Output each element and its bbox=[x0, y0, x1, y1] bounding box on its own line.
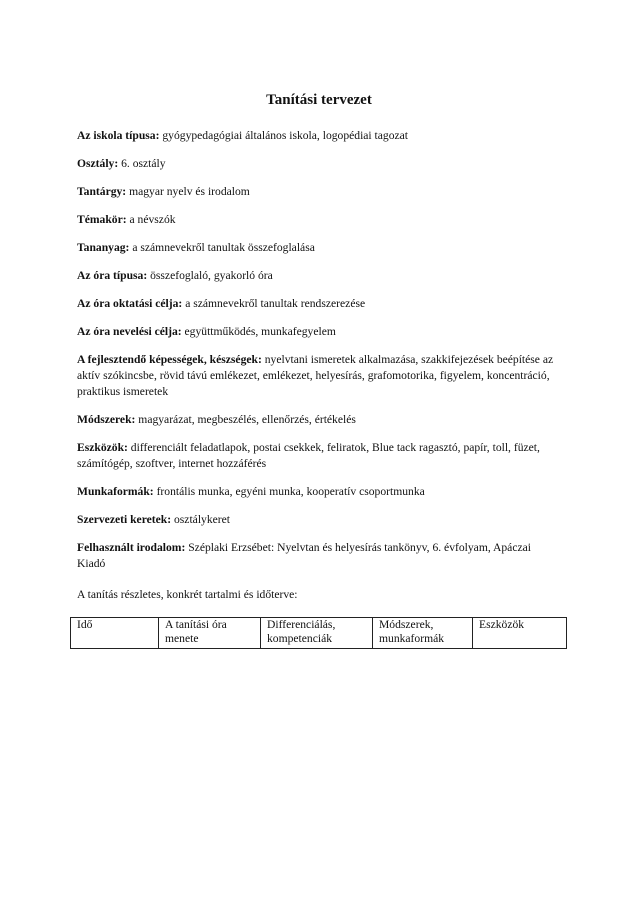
document-title: Tanítási tervezet bbox=[266, 92, 372, 108]
field-label: Az óra típusa: bbox=[77, 269, 148, 282]
field-value: 6. osztály bbox=[121, 157, 166, 170]
field-value: magyar nyelv és irodalom bbox=[129, 185, 250, 198]
field-value: frontális munka, egyéni munka, kooperatív csoportmunka bbox=[156, 485, 425, 498]
document-body bbox=[77, 128, 559, 602]
field-oktatasi-cel bbox=[77, 296, 559, 312]
field-label: Módszerek: bbox=[77, 413, 136, 426]
field-label: Szervezeti keretek: bbox=[77, 513, 172, 526]
table-header-row bbox=[71, 618, 567, 649]
field-label: Az óra nevelési célja: bbox=[77, 325, 182, 338]
field-value: a számnevekről tanultak rendszerezése bbox=[185, 297, 366, 310]
field-munkaformak bbox=[77, 484, 559, 500]
field-value: gyógypedagógiai általános iskola, logopédiai tagozat bbox=[162, 129, 409, 142]
field-value: együttműködés, munkafegyelem bbox=[184, 325, 336, 338]
header-ido: Idő bbox=[71, 618, 159, 649]
field-value: a névszók bbox=[129, 213, 176, 226]
header-ora-menete: A tanítási óra menete bbox=[159, 618, 261, 649]
field-osztaly bbox=[77, 156, 559, 172]
field-kepessegek bbox=[77, 352, 559, 400]
field-label: Tananyag: bbox=[77, 241, 130, 254]
field-value: magyarázat, megbeszélés, ellenőrzés, értékelés bbox=[138, 413, 356, 426]
field-label: Munkaformák: bbox=[77, 485, 154, 498]
field-label: Osztály: bbox=[77, 157, 119, 170]
header-modszerek: Módszerek, munkaformák bbox=[373, 618, 473, 649]
field-value: Széplaki Erzsébet: Nyelvtan és helyesírás tankönyv, 6. évfolyam, Apáczai Kiadó bbox=[77, 541, 531, 570]
field-modszerek bbox=[77, 412, 559, 428]
field-label: Témakör: bbox=[77, 213, 127, 226]
field-szervezeti-keretek bbox=[77, 512, 559, 528]
field-temakor bbox=[77, 212, 559, 228]
field-label: Felhasznált irodalom: bbox=[77, 541, 186, 554]
field-value: nyelvtani ismeretek alkalmazása, szakkifejezések beépítése az aktív szókincsbe, rövid távú emlékezet, emlékezet, helyesírás, grafomotorika, figyelem, koncentráció, praktikus ismeretek bbox=[77, 353, 554, 398]
field-value: összefoglaló, gyakorló óra bbox=[150, 269, 273, 282]
field-irodalom bbox=[77, 540, 559, 572]
field-label: Tantárgy: bbox=[77, 185, 127, 198]
table-intro: A tanítás részletes, konkrét tartalmi és időterve: bbox=[77, 588, 298, 601]
field-label: Az óra oktatási célja: bbox=[77, 297, 183, 310]
field-value: osztálykeret bbox=[174, 513, 231, 526]
field-tantargy bbox=[77, 184, 559, 200]
field-eszkozok bbox=[77, 440, 559, 472]
header-differencialas: Differenciálás, kompetenciák bbox=[261, 618, 373, 649]
lesson-plan-table bbox=[70, 617, 567, 649]
field-value: differenciált feladatlapok, postai csekkek, feliratok, Blue tack ragasztó, papír, toll, füzet, számítógép, szoftver, internet hozzáférés bbox=[77, 441, 540, 470]
field-label: Az iskola típusa: bbox=[77, 129, 160, 142]
field-label: Eszközök: bbox=[77, 441, 128, 454]
field-iskola-tipusa bbox=[77, 128, 559, 144]
field-label: A fejlesztendő képességek, készségek: bbox=[77, 353, 262, 366]
field-tananyag bbox=[77, 240, 559, 256]
field-value: a számnevekről tanultak összefoglalása bbox=[132, 241, 315, 254]
header-eszkozok: Eszközök bbox=[473, 618, 567, 649]
field-ora-tipusa bbox=[77, 268, 559, 284]
field-nevelesi-cel bbox=[77, 324, 559, 340]
